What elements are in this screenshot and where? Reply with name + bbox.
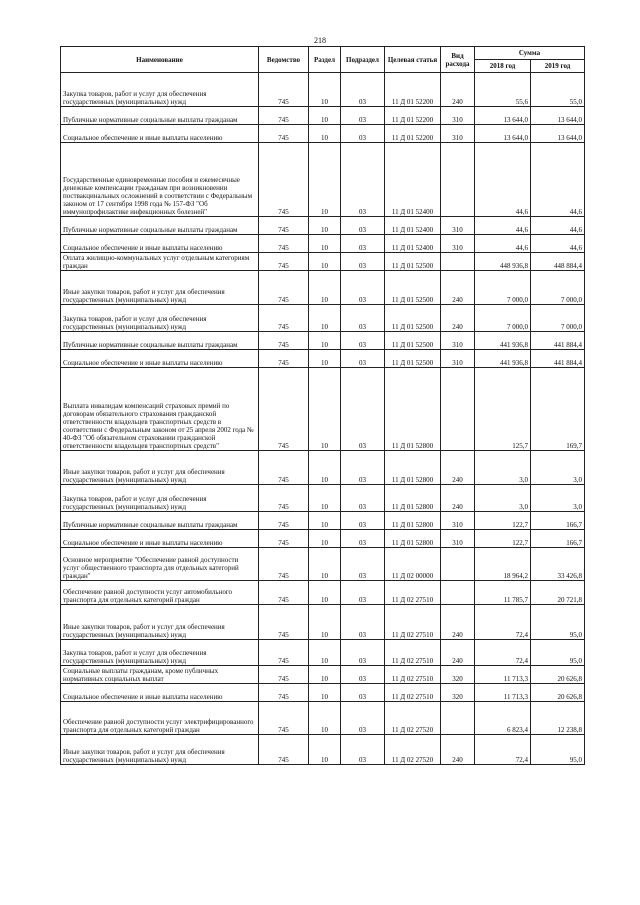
row-expense-type: 310 <box>441 350 475 368</box>
row-target: 11 Д 01 52200 <box>385 73 441 107</box>
row-dept: 745 <box>259 640 309 666</box>
row-subsection: 03 <box>341 581 385 605</box>
row-sum-2018: 72,4 <box>475 640 531 666</box>
row-target: 11 Д 01 52800 <box>385 485 441 512</box>
row-sum-2019: 12 238,8 <box>531 702 585 735</box>
row-sum-2018: 3,0 <box>475 451 531 485</box>
row-target: 11 Д 01 52500 <box>385 271 441 305</box>
table-row <box>61 735 585 765</box>
row-subsection: 03 <box>341 735 385 765</box>
row-expense-type: 240 <box>441 305 475 332</box>
row-section: 10 <box>309 332 341 350</box>
header-2018: 2018 год <box>475 60 531 73</box>
row-name: Иные закупки товаров, работ и услуг для обеспечения государственных (муниципальных) нужд <box>61 271 259 305</box>
row-subsection: 03 <box>341 253 385 271</box>
row-target: 11 Д 02 00000 <box>385 548 441 581</box>
row-sum-2019: 441 884,4 <box>531 350 585 368</box>
header-2019: 2019 год <box>531 60 585 73</box>
row-sum-2019: 95,0 <box>531 735 585 765</box>
row-subsection: 03 <box>341 125 385 143</box>
row-subsection: 03 <box>341 605 385 640</box>
row-name: Государственные единовременные пособия и ежемесячные денежные компенсации гражданам при возникновении поствакцинальных осложнений в соответствии с Федеральным законом от 17 сентября 1998 года № 157-ФЗ "Об иммунопрофилактике инфекционных болезней" <box>61 143 259 217</box>
row-expense-type <box>441 368 475 451</box>
row-sum-2019: 166,7 <box>531 530 585 548</box>
table-row <box>61 332 585 350</box>
row-expense-type: 310 <box>441 235 475 253</box>
row-sum-2018: 44,6 <box>475 217 531 235</box>
row-sum-2019: 448 884,4 <box>531 253 585 271</box>
row-sum-2019: 3,0 <box>531 485 585 512</box>
row-sum-2018: 44,6 <box>475 235 531 253</box>
row-target: 11 Д 01 52400 <box>385 143 441 217</box>
row-dept: 745 <box>259 702 309 735</box>
header-subsection: Подраздел <box>341 47 385 73</box>
table-row <box>61 125 585 143</box>
table-row <box>61 451 585 485</box>
header-target: Целевая статья <box>385 47 441 73</box>
row-sum-2019: 95,0 <box>531 605 585 640</box>
row-sum-2018: 122,7 <box>475 530 531 548</box>
row-name: Закупка товаров, работ и услуг для обеспечения государственных (муниципальных) нужд <box>61 305 259 332</box>
row-name: Социальное обеспечение и иные выплаты населению <box>61 684 259 702</box>
row-section: 10 <box>309 548 341 581</box>
row-dept: 745 <box>259 368 309 451</box>
row-expense-type: 310 <box>441 332 475 350</box>
row-subsection: 03 <box>341 107 385 125</box>
row-subsection: 03 <box>341 305 385 332</box>
row-section: 10 <box>309 666 341 684</box>
row-target: 11 Д 01 52400 <box>385 235 441 253</box>
row-sum-2019: 20 626,8 <box>531 666 585 684</box>
row-subsection: 03 <box>341 640 385 666</box>
row-expense-type: 240 <box>441 271 475 305</box>
row-sum-2018: 3,0 <box>475 485 531 512</box>
row-expense-type: 310 <box>441 125 475 143</box>
table-row <box>61 512 585 530</box>
row-subsection: 03 <box>341 217 385 235</box>
row-sum-2018: 72,4 <box>475 735 531 765</box>
row-sum-2019: 20 626,8 <box>531 684 585 702</box>
row-target: 11 Д 02 27510 <box>385 640 441 666</box>
row-subsection: 03 <box>341 512 385 530</box>
row-name: Оплата жилищно-коммунальных услуг отдельным категориям граждан <box>61 253 259 271</box>
row-sum-2018: 122,7 <box>475 512 531 530</box>
row-name: Публичные нормативные социальные выплаты гражданам <box>61 107 259 125</box>
row-subsection: 03 <box>341 350 385 368</box>
row-target: 11 Д 02 27520 <box>385 735 441 765</box>
row-name: Иные закупки товаров, работ и услуг для обеспечения государственных (муниципальных) нужд <box>61 735 259 765</box>
table-row <box>61 235 585 253</box>
row-name: Социальное обеспечение и иные выплаты населению <box>61 235 259 253</box>
row-name: Закупка товаров, работ и услуг для обеспечения государственных (муниципальных) нужд <box>61 485 259 512</box>
table-row <box>61 271 585 305</box>
row-section: 10 <box>309 485 341 512</box>
row-expense-type: 240 <box>441 73 475 107</box>
table-row <box>61 350 585 368</box>
row-section: 10 <box>309 253 341 271</box>
row-section: 10 <box>309 271 341 305</box>
header-dept: Ведомство <box>259 47 309 73</box>
row-sum-2018: 55,6 <box>475 73 531 107</box>
row-target: 11 Д 02 27510 <box>385 666 441 684</box>
row-expense-type: 240 <box>441 451 475 485</box>
row-dept: 745 <box>259 451 309 485</box>
row-sum-2018: 13 644,0 <box>475 125 531 143</box>
row-section: 10 <box>309 640 341 666</box>
row-sum-2018: 13 644,0 <box>475 107 531 125</box>
row-target: 11 Д 01 52200 <box>385 125 441 143</box>
row-section: 10 <box>309 530 341 548</box>
row-section: 10 <box>309 451 341 485</box>
row-sum-2019: 441 884,4 <box>531 332 585 350</box>
row-sum-2018: 441 936,8 <box>475 350 531 368</box>
row-target: 11 Д 01 52500 <box>385 350 441 368</box>
row-expense-type: 310 <box>441 217 475 235</box>
row-dept: 745 <box>259 143 309 217</box>
row-sum-2018: 18 964,2 <box>475 548 531 581</box>
row-target: 11 Д 01 52500 <box>385 332 441 350</box>
row-sum-2018: 6 823,4 <box>475 702 531 735</box>
table-row <box>61 253 585 271</box>
table-row <box>61 640 585 666</box>
row-target: 11 Д 01 52800 <box>385 512 441 530</box>
row-sum-2019: 13 644,0 <box>531 107 585 125</box>
row-sum-2018: 7 000,0 <box>475 271 531 305</box>
row-name: Социальные выплаты гражданам, кроме публичных нормативных социальных выплат <box>61 666 259 684</box>
row-section: 10 <box>309 107 341 125</box>
row-subsection: 03 <box>341 271 385 305</box>
row-target: 11 Д 02 27510 <box>385 581 441 605</box>
row-target: 11 Д 01 52500 <box>385 253 441 271</box>
page-number: 218 <box>314 36 326 45</box>
row-sum-2019: 55,0 <box>531 73 585 107</box>
row-expense-type: 310 <box>441 107 475 125</box>
row-target: 11 Д 02 27520 <box>385 702 441 735</box>
row-section: 10 <box>309 305 341 332</box>
row-expense-type <box>441 143 475 217</box>
row-expense-type: 320 <box>441 666 475 684</box>
table-row <box>61 305 585 332</box>
row-sum-2019: 7 000,0 <box>531 271 585 305</box>
row-dept: 745 <box>259 217 309 235</box>
row-subsection: 03 <box>341 235 385 253</box>
row-section: 10 <box>309 581 341 605</box>
row-dept: 745 <box>259 350 309 368</box>
row-sum-2018: 11 713,3 <box>475 666 531 684</box>
row-expense-type: 240 <box>441 640 475 666</box>
budget-table <box>60 46 585 765</box>
row-sum-2019: 169,7 <box>531 368 585 451</box>
row-name: Социальное обеспечение и иные выплаты населению <box>61 530 259 548</box>
row-section: 10 <box>309 235 341 253</box>
row-subsection: 03 <box>341 548 385 581</box>
row-sum-2018: 7 000,0 <box>475 305 531 332</box>
row-name: Основное мероприятие "Обеспечение равной доступности услуг общественного транспорта для отдельных категорий граждан" <box>61 548 259 581</box>
row-target: 11 Д 01 52400 <box>385 217 441 235</box>
row-dept: 745 <box>259 666 309 684</box>
row-subsection: 03 <box>341 332 385 350</box>
row-name: Публичные нормативные социальные выплаты гражданам <box>61 512 259 530</box>
row-name: Иные закупки товаров, работ и услуг для обеспечения государственных (муниципальных) нужд <box>61 605 259 640</box>
row-dept: 745 <box>259 305 309 332</box>
row-sum-2018: 448 936,8 <box>475 253 531 271</box>
row-section: 10 <box>309 217 341 235</box>
row-section: 10 <box>309 512 341 530</box>
row-expense-type <box>441 702 475 735</box>
row-sum-2019: 13 644,0 <box>531 125 585 143</box>
row-dept: 745 <box>259 235 309 253</box>
row-expense-type <box>441 581 475 605</box>
row-section: 10 <box>309 73 341 107</box>
row-sum-2019: 166,7 <box>531 512 585 530</box>
row-dept: 745 <box>259 73 309 107</box>
row-section: 10 <box>309 702 341 735</box>
table-row <box>61 217 585 235</box>
row-sum-2019: 3,0 <box>531 451 585 485</box>
row-dept: 745 <box>259 253 309 271</box>
row-dept: 745 <box>259 605 309 640</box>
row-sum-2019: 44,6 <box>531 143 585 217</box>
row-section: 10 <box>309 350 341 368</box>
row-sum-2019: 7 000,0 <box>531 305 585 332</box>
header-type: Вид расхода <box>441 47 475 73</box>
row-target: 11 Д 02 27510 <box>385 684 441 702</box>
row-sum-2018: 11 785,7 <box>475 581 531 605</box>
row-expense-type: 310 <box>441 512 475 530</box>
row-sum-2019: 95,0 <box>531 640 585 666</box>
row-dept: 745 <box>259 548 309 581</box>
row-expense-type: 320 <box>441 684 475 702</box>
row-target: 11 Д 02 27510 <box>385 605 441 640</box>
row-subsection: 03 <box>341 702 385 735</box>
row-sum-2018: 11 713,3 <box>475 684 531 702</box>
row-subsection: 03 <box>341 451 385 485</box>
row-sum-2019: 20 721,8 <box>531 581 585 605</box>
row-name: Выплата инвалидам компенсаций страховых премий по договорам обязательного страхования гражданской ответственности владельцев транспортных средств в соответствии с Федеральным законом от 25 апреля 2002 года № 40-ФЗ "Об обязательном страховании гражданской ответственности владельцев транспортных средств" <box>61 368 259 451</box>
row-target: 11 Д 01 52200 <box>385 107 441 125</box>
header-section: Раздел <box>309 47 341 73</box>
row-expense-type <box>441 548 475 581</box>
row-name: Публичные нормативные социальные выплаты гражданам <box>61 332 259 350</box>
row-sum-2018: 72,4 <box>475 605 531 640</box>
table-row <box>61 666 585 684</box>
row-dept: 745 <box>259 530 309 548</box>
row-subsection: 03 <box>341 73 385 107</box>
row-section: 10 <box>309 605 341 640</box>
row-dept: 745 <box>259 271 309 305</box>
row-dept: 745 <box>259 581 309 605</box>
row-target: 11 Д 01 52800 <box>385 451 441 485</box>
row-name: Публичные нормативные социальные выплаты гражданам <box>61 217 259 235</box>
table-row <box>61 548 585 581</box>
row-sum-2019: 44,6 <box>531 217 585 235</box>
row-dept: 745 <box>259 125 309 143</box>
row-section: 10 <box>309 684 341 702</box>
row-dept: 745 <box>259 512 309 530</box>
row-subsection: 03 <box>341 485 385 512</box>
table-row <box>61 485 585 512</box>
table-row <box>61 702 585 735</box>
row-expense-type: 310 <box>441 530 475 548</box>
table-row <box>61 530 585 548</box>
row-section: 10 <box>309 735 341 765</box>
row-subsection: 03 <box>341 368 385 451</box>
row-sum-2019: 44,6 <box>531 235 585 253</box>
table-row <box>61 73 585 107</box>
row-dept: 745 <box>259 684 309 702</box>
row-sum-2018: 44,6 <box>475 143 531 217</box>
row-sum-2018: 125,7 <box>475 368 531 451</box>
row-expense-type <box>441 253 475 271</box>
row-section: 10 <box>309 368 341 451</box>
row-dept: 745 <box>259 485 309 512</box>
row-subsection: 03 <box>341 666 385 684</box>
row-target: 11 Д 01 52800 <box>385 368 441 451</box>
table-row <box>61 684 585 702</box>
table-row <box>61 581 585 605</box>
row-target: 11 Д 01 52500 <box>385 305 441 332</box>
row-section: 10 <box>309 125 341 143</box>
row-expense-type: 240 <box>441 605 475 640</box>
row-target: 11 Д 01 52800 <box>385 530 441 548</box>
row-dept: 745 <box>259 332 309 350</box>
table-row <box>61 368 585 451</box>
table-row <box>61 605 585 640</box>
row-sum-2019: 33 426,8 <box>531 548 585 581</box>
row-sum-2018: 441 936,8 <box>475 332 531 350</box>
row-name: Иные закупки товаров, работ и услуг для обеспечения государственных (муниципальных) нужд <box>61 451 259 485</box>
row-dept: 745 <box>259 107 309 125</box>
row-section: 10 <box>309 143 341 217</box>
row-name: Обеспечение равной доступности услуг электрифицированного транспорта для отдельных категорий граждан <box>61 702 259 735</box>
header-name: Наименование <box>61 47 259 73</box>
row-dept: 745 <box>259 735 309 765</box>
row-subsection: 03 <box>341 530 385 548</box>
row-subsection: 03 <box>341 684 385 702</box>
table-row <box>61 107 585 125</box>
row-name: Обеспечение равной доступности услуг автомобильного транспорта для отдельных категорий граждан <box>61 581 259 605</box>
row-name: Закупка товаров, работ и услуг для обеспечения государственных (муниципальных) нужд <box>61 640 259 666</box>
header-sum: Сумма <box>475 47 585 60</box>
row-expense-type: 240 <box>441 485 475 512</box>
table-row <box>61 143 585 217</box>
row-expense-type: 240 <box>441 735 475 765</box>
row-subsection: 03 <box>341 143 385 217</box>
row-name: Социальное обеспечение и иные выплаты населению <box>61 350 259 368</box>
row-name: Закупка товаров, работ и услуг для обеспечения государственных (муниципальных) нужд <box>61 73 259 107</box>
row-name: Социальное обеспечение и иные выплаты населению <box>61 125 259 143</box>
